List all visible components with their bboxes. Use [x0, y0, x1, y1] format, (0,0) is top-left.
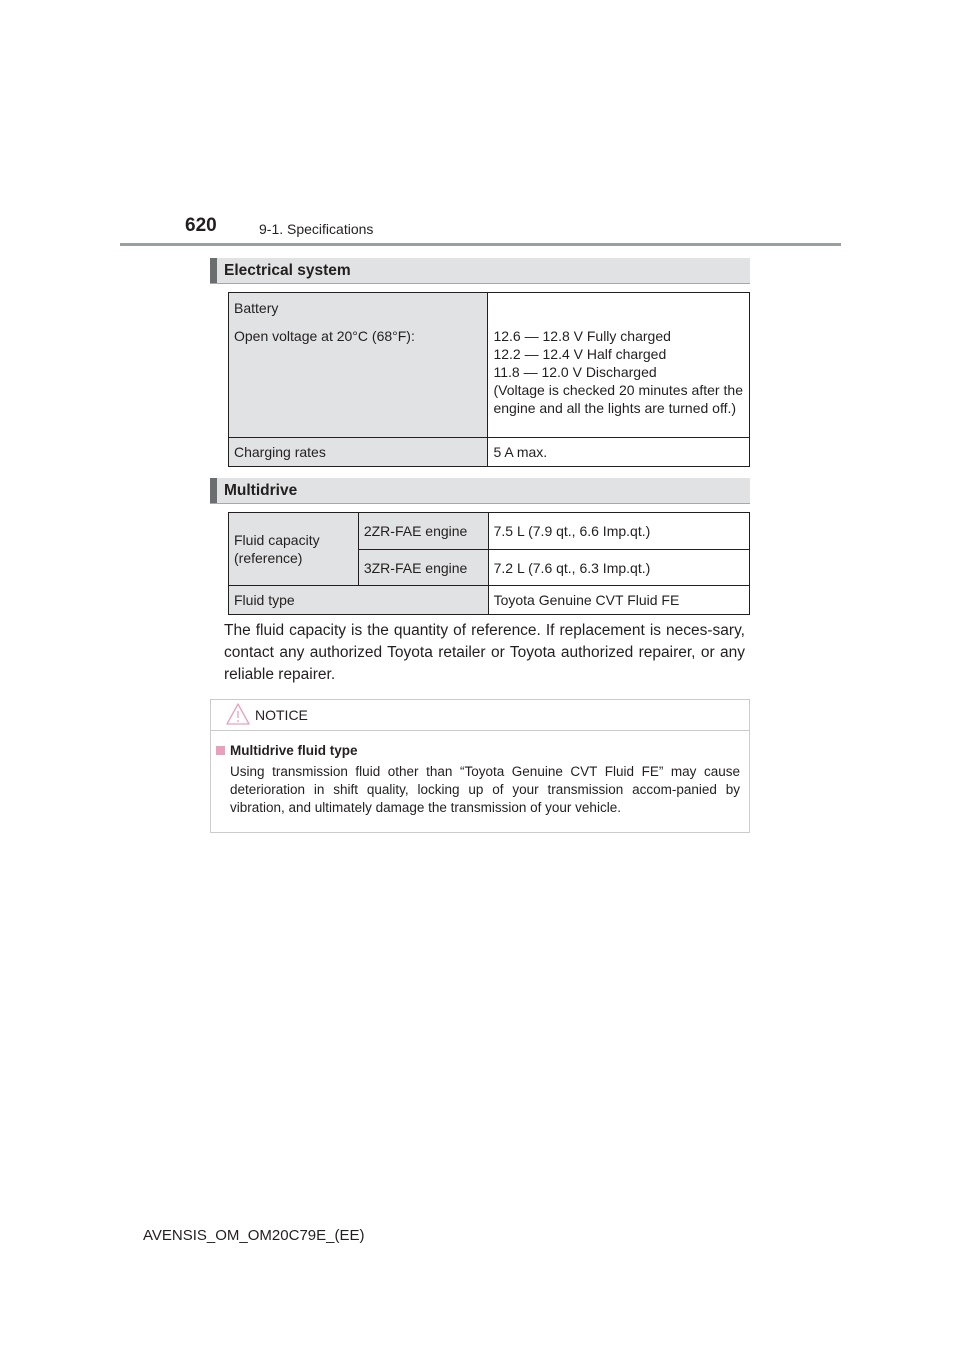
- page-number: 620: [185, 215, 217, 236]
- electrical-heading-title: Electrical system: [224, 262, 351, 279]
- capacity-label: Fluid capacity (reference): [229, 513, 359, 586]
- charging-label: Charging rates: [229, 438, 488, 467]
- voltage-full: 12.6 — 12.8 V Fully charged: [493, 328, 671, 344]
- voltage-cell: [488, 293, 750, 438]
- multidrive-table: [228, 512, 750, 615]
- warning-triangle-icon: [226, 702, 250, 726]
- fluid-type-value: Toyota Genuine CVT Fluid FE: [488, 586, 749, 615]
- voltage-discharged: 11.8 — 12.0 V Discharged: [493, 364, 657, 380]
- open-voltage-label: Open voltage at 20°C (68°F):: [234, 328, 415, 344]
- battery-label-cell: [229, 293, 488, 438]
- multidrive-heading: [210, 478, 750, 504]
- engine-3zr: 3ZR-FAE engine: [358, 550, 488, 586]
- capacity-row-2zr: [229, 513, 750, 550]
- charging-row: [229, 438, 750, 467]
- multidrive-heading-title: Multidrive: [224, 482, 298, 499]
- fluid-type-row: [229, 586, 750, 615]
- notice-header: [211, 700, 749, 731]
- document-footer: AVENSIS_OM_OM20C79E_(EE): [143, 1227, 365, 1244]
- charging-value: 5 A max.: [488, 438, 750, 467]
- heading-bar: [210, 478, 217, 503]
- notice-item-body: Using transmission fluid other than “Toyota Genuine CVT Fluid FE” may cause deterioration in shift quality, locking up of your transmission accom-panied by vibration, and ultimately damage the transmission of your vehicle.: [230, 764, 740, 815]
- voltage-note: (Voltage is checked 20 minutes after the engine and all the lights are turned off.): [493, 382, 743, 416]
- electrical-heading: [210, 258, 750, 284]
- heading-bar: [210, 258, 217, 283]
- notice-box: [210, 699, 750, 833]
- capacity-2zr: 7.5 L (7.9 qt., 6.6 Imp.qt.): [488, 513, 749, 550]
- battery-row: [229, 293, 750, 438]
- engine-2zr: 2ZR-FAE engine: [358, 513, 488, 550]
- notice-label: NOTICE: [255, 707, 308, 723]
- electrical-table: [228, 292, 750, 467]
- header-rule: [120, 243, 841, 246]
- capacity-3zr: 7.2 L (7.6 qt., 6.3 Imp.qt.): [488, 550, 749, 586]
- notice-item-title-text: Multidrive fluid type: [230, 743, 358, 758]
- fluid-type-label: Fluid type: [229, 586, 489, 615]
- voltage-half: 12.2 — 12.4 V Half charged: [493, 346, 667, 362]
- battery-label: Battery: [234, 300, 279, 316]
- notice-item-title: [216, 743, 358, 758]
- section-label: 9-1. Specifications: [259, 221, 374, 237]
- fluid-capacity-note: The fluid capacity is the quantity of reference. If replacement is neces-sary, contact any authorized Toyota retailer or Toyota authorized repairer, or any reliable repairer.: [224, 622, 745, 683]
- bullet-square-icon: [216, 746, 225, 755]
